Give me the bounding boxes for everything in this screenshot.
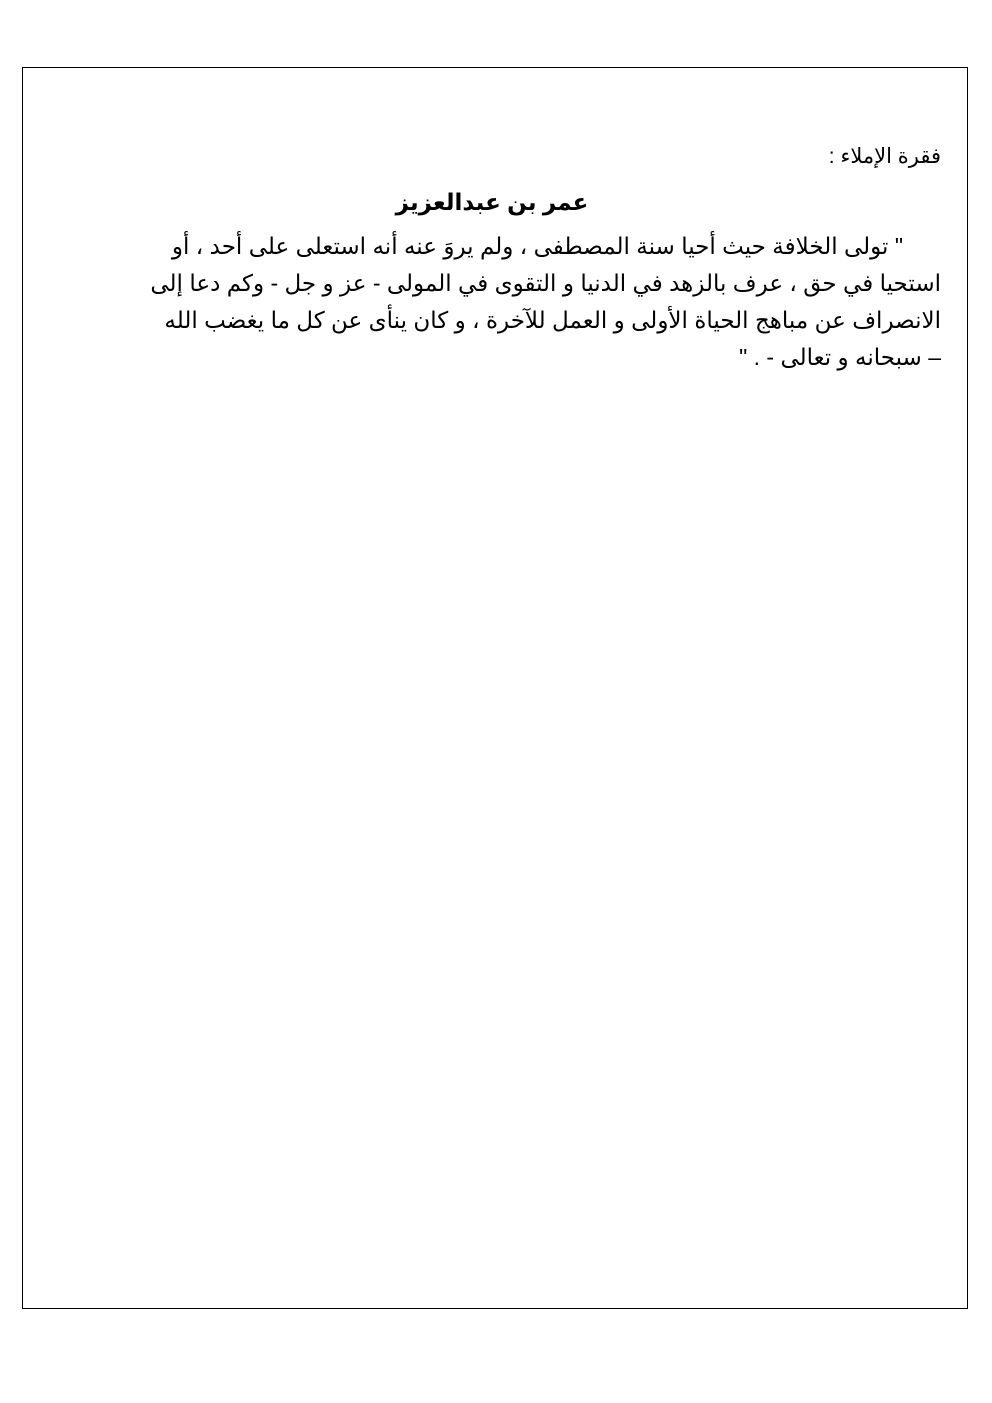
paragraph-line-3: الانصراف عن مباهج الحياة الأولى و العمل للآخرة ، و كان ينأى عن كل ما يغضب الله: [164, 307, 941, 333]
page-frame: [22, 67, 968, 1309]
dictation-paragraph: [43, 228, 941, 376]
paragraph-line-2: استحيا في حق ، عرف بالزهد في الدنيا و التقوى في المولى - عز و جل - وكم دعا إلى: [150, 270, 941, 296]
document-title: عمر بن عبدالعزيز: [395, 189, 589, 215]
dictation-label: فقرة الإملاء :: [828, 145, 941, 168]
paragraph-line-4: – سبحانه و تعالى - . ": [739, 344, 941, 370]
document-content: [43, 142, 941, 376]
paragraph-line-1: " تولى الخلافة حيث أحيا سنة المصطفى ، ولم يروَ عنه أنه استعلى على أحد ، أو: [171, 233, 903, 259]
